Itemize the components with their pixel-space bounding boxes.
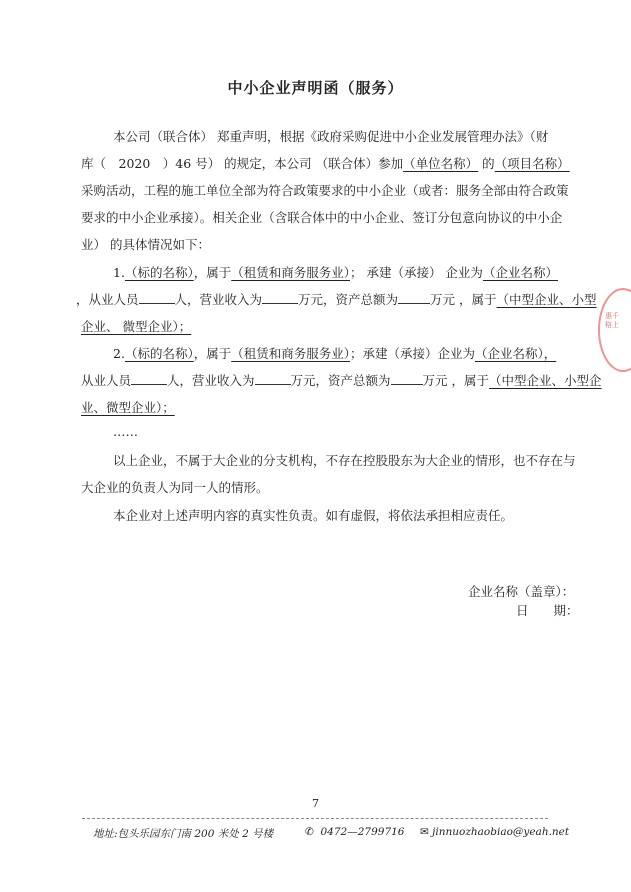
item2-staff-label: 从业人员 [81,373,132,388]
red-seal [598,288,631,372]
intro-line-2 [81,155,570,172]
ellipsis: …… [113,424,138,439]
responsibility-statement: 本企业对上述声明内容的真实性负责。如有虚假，将依法承担相应责任。 [113,508,514,523]
seal-text: 惠千格上 [605,312,619,329]
date-label: 日 期： [516,603,579,618]
intro-line-5: 业） 的具体情况如下： [81,237,210,252]
intro-line-4: 要求的中小企业承接）。相关企业（含联合体中的中小企业、签订分包意向协议的中小企 [81,210,563,225]
item1-staff-blank [139,292,175,304]
item1-staff-label: ，从业人员 [76,292,139,307]
project-name-field: （项目名称） [494,156,570,171]
statement-line-2: 大企业的负责人为同一人的情形。 [81,480,269,495]
item1-assets-label: 万元，资产总额为 [298,292,399,307]
item2-revenue-blank [255,373,291,385]
page-number: 7 [312,797,319,810]
item2-assets-label: 万元，资产总额为 [290,373,391,388]
item1-type-part-1: （中型企业、小型 [496,292,597,307]
intro-line-3: 采购活动，工程的施工单位全部为符合政策要求的中小企业（或者：服务全部由符合政策 [81,183,569,198]
item2-line-2 [81,372,602,389]
item2-contractor: ；承建（承接）企业为 [349,346,475,361]
intro-line-2-mid: 的 [478,156,495,171]
item1-line-2 [76,291,597,308]
item2-type-label: 万元 ，属于 [422,373,490,388]
item1-company: （企业名称） [482,265,558,280]
item1-industry: （租赁和商务服务业） [231,265,350,280]
unit-name-field: （单位名称） [403,156,479,171]
footer-address: 地址:包头乐园东门南 200 米处 2 号楼 [93,828,274,840]
footer-divider [82,818,548,819]
footer-phone-number: 0472—2799716 [320,826,405,838]
company-seal-label: 企业名称（盖章）： [468,584,575,599]
item1-revenue-blank [262,292,298,304]
item2-subject: （标的名称） [124,346,194,361]
item1-belongs: ，属于 [193,265,232,280]
email-icon: ✉ [420,826,429,838]
item2-belongs: ，属于 [193,346,232,361]
footer-email-address: jinnuozhaobiao@yeah.net [432,826,570,838]
item1-contractor: ； 承建（承接） 企业为 [349,265,483,280]
item1-line-3 [81,318,191,335]
item2-line-1 [113,345,556,362]
item2-line-3 [81,399,175,416]
phone-icon: ✆ [305,826,314,838]
statement-line-1: 以上企业，不属于大企业的分支机构，不存在控股股东为大企业的情形，也不存在与 [113,453,576,468]
item1-number: 1. [113,265,125,280]
item2-staff-blank [131,373,167,385]
item1-subject: （标的名称） [124,265,194,280]
item1-type-part-2: 企业、 微型企业）； [81,319,192,334]
intro-line-1: 本公司（联合体） 郑重声明，根据《政府采购促进中小企业发展管理办法》（财 [113,129,549,144]
item2-number: 2. [113,346,125,361]
item1-type-label: 万元 ，属于 [430,292,497,307]
page-title: 中小企业声明函（服务） [227,79,404,97]
intro-line-2-text: 库（ 2020 ）46 号） 的规定，本公司 （联合体）参加 [81,156,404,171]
item1-line-1 [113,264,558,281]
item1-assets-blank [398,292,430,304]
footer-email [420,826,569,838]
item2-type-part-2: 业、微型企业）； [81,400,175,415]
footer-phone [305,826,405,838]
item2-revenue-label: 人，营业收入为 [167,373,255,388]
item1-revenue-label: 人，营业收入为 [174,292,263,307]
item2-industry: （租赁和商务服务业） [231,346,350,361]
item2-type-part-1: （中型企业、小型企 [489,373,602,388]
item2-assets-blank [391,373,423,385]
item2-company: （企业名称）， [475,346,557,361]
